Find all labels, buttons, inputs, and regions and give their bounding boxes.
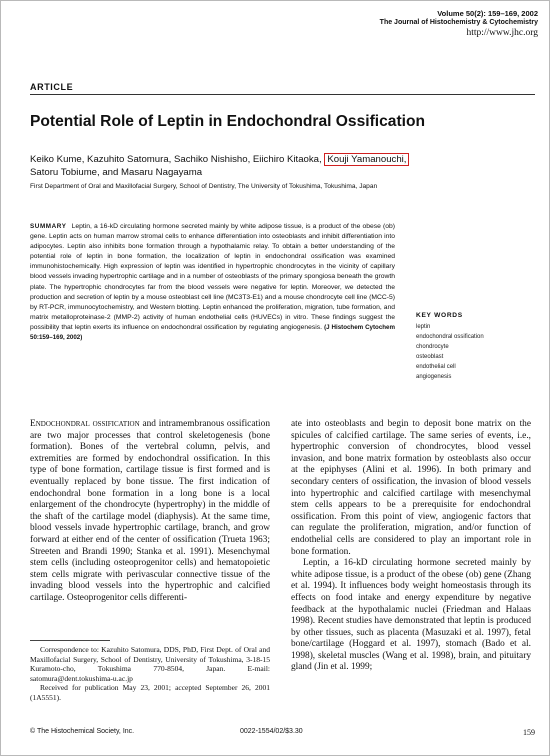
issn-code: 0022-1554/02/$3.30	[240, 728, 303, 735]
article-rule	[30, 94, 535, 95]
page-number: 159	[523, 728, 535, 737]
keyword-item: endothelial cell	[416, 364, 456, 370]
affiliation: First Department of Oral and Maxillofacial Surgery, School of Dentistry, The University of Tokushima, Tokushima, Japan	[30, 183, 378, 190]
journal-url[interactable]: http://www.jhc.org	[466, 28, 538, 38]
keyword-item: chondrocyte	[416, 344, 449, 350]
footnote-rule	[30, 640, 110, 641]
correspondence-text: Correspondence to: Kazuhito Satomura, DDS, PhD, First Dept. of Oral and Maxillofacial Surgery, School of Dentistry, University of Tokushima, 3-18-15 Kuramoto-cho, Tokushima 770-8504, Japan. E-mail: satomura@dent.tokushima-u.ac.jp	[30, 645, 270, 683]
volume-info: Volume 50(2): 159–169, 2002	[437, 9, 538, 18]
body-column-right	[291, 419, 531, 674]
body-paragraph: ate into osteoblasts and begin to deposit bone matrix on the spicules of calcified cartilage. The same series of events, i.e., hypertrophic conversion of chondrocytes, blood vessel invasion, and bone matrix formation by osteoblasts also occur at the epiphyses (Alini et al. 1996). In both primary and secondary centers of ossification, the invasion of blood vessels into hypertrophic and calcified cartilage with mesenchymal stem cells appears to be a prerequisite for endochondral ossification. From this point of view, angiogenic factors that can regulate the proliferation, migration, and/or function of endothelial cells are considered to play an important role in bone formation.	[291, 419, 531, 557]
received-text: Received for publication May 23, 2001; accepted September 26, 2001 (1A5551).	[30, 683, 270, 702]
authors-first: Keiko Kume, Kazuhito Satomura, Sachiko Nishisho, Eiichiro Kitaoka,	[30, 154, 322, 165]
keyword-item: leptin	[416, 324, 431, 330]
keyword-item: endochondral ossification	[416, 334, 484, 340]
keywords-heading: KEY WORDS	[416, 312, 463, 319]
highlighted-author: Kouji Yamanouchi,	[324, 153, 409, 166]
abstract-citation: (J Histochem Cytochem 50:159–169, 2002)	[30, 323, 395, 342]
body-paragraph: Leptin, a 16-kD circulating hormone secreted mainly by white adipose tissue, is a product of the obese (ob) gene (Zhang et al. 1994). It influences body weight homeostasis through its effects on food intake and energy expenditure by negative feedback at the hypothalamic nuclei (Friedman and Halaas 1998). Recent studies have demonstrated that leptin is produced by other tissues, such as placenta (Masuzaki et al. 1997), fetal bone/cartilage (Hoggard et al. 1997), stomach (Bado et al. 1998), skeletal muscles (Wang et al. 1998), brain, and pituitary gland (Jin et al. 1999;	[291, 558, 531, 673]
body-text: and intramembranous ossification are two major processes that control skeletogenesis (bone formation). Bones of the vertebral column, pelvis, and extremities are formed by endochondral ossification. In this type of bone formation, cartilage tissue is first formed and is eventually replaced by bone tissue. The first indication of endochondral bone formation in a long bone is a local enlargement of the chondrocyte (hypertrophy) in the middle of the shaft of the cartilage model (diaphysis). At the same time, blood vessels invade hypertrophic cartilage, branch, and grow forward at either end of the center of ossification (Trueta 1963; Streeten and Brandi 1990; Stanka et al. 1991). Mesenchymal stem cells (including osteoprogenitor cells) and hematopoietic stem cells migrate with perivascular connective tissue of the invading blood vessels into the hypertrophic and calcified cartilage. Osteoprogenitor cells differenti-	[30, 419, 270, 603]
society-copyright: © The Histochemical Society, Inc.	[30, 728, 135, 735]
body-column-left	[30, 419, 270, 605]
abstract-text: Leptin, a 16-kD circulating hormone secreted mainly by white adipose tissue, is a product of the obese (ob) gene. Leptin acts on human marrow stromal cells to enhance differentiation into osteoblasts and inhibit differentiation into adipocytes. Leptin also inhibits bone formation through a hypothalamic relay. To obtain a better understanding of the potential role of leptin in bone formation, the localization of leptin in endochondral ossification was examined immunohistochemically. High expression of leptin was identified in hypertrophic chondrocytes in the vicinity of capillary blood vessels invading hypertrophic cartilage and in a number of osteoblasts of the primary spongiosa beneath the growth plate. The hypertrophic chondrocytes far from the blood vessels were negative for leptin. Moreover, we detected the production and secretion of leptin by a mouse osteoblast cell line (MC3T3-E1) and a mouse chondrocyte cell line (MCC-5) by RT-PCR, immunocytochemistry, and Western blotting. Leptin enhanced the proliferation, migration, tube formation, and matrix metalloproteinase-2 (MMP-2) activity of human endothelial cells (HUVECs) in vitro. These findings suggest the possibility that leptin exerts its influence on endochondral ossification by regulating angiogenesis.	[30, 223, 395, 331]
abstract	[30, 222, 395, 343]
keyword-item: angiogenesis	[416, 374, 452, 380]
body-paragraph	[30, 419, 270, 605]
lead-in-small-caps: Endochondral ossification	[30, 419, 140, 429]
article-type-label: ARTICLE	[30, 82, 74, 92]
keyword-item: osteoblast	[416, 354, 444, 360]
abstract-label: SUMMARY	[30, 223, 67, 230]
author-list	[30, 153, 540, 179]
authors-last: Satoru Tobiume, and Masaru Nagayama	[30, 167, 203, 178]
article-title: Potential Role of Leptin in Endochondral Ossification	[30, 113, 426, 130]
keywords-box	[416, 312, 484, 382]
journal-name: The Journal of Histochemistry & Cytochemistry	[379, 19, 538, 26]
correspondence-footnote	[30, 645, 270, 703]
journal-masthead	[380, 9, 538, 39]
